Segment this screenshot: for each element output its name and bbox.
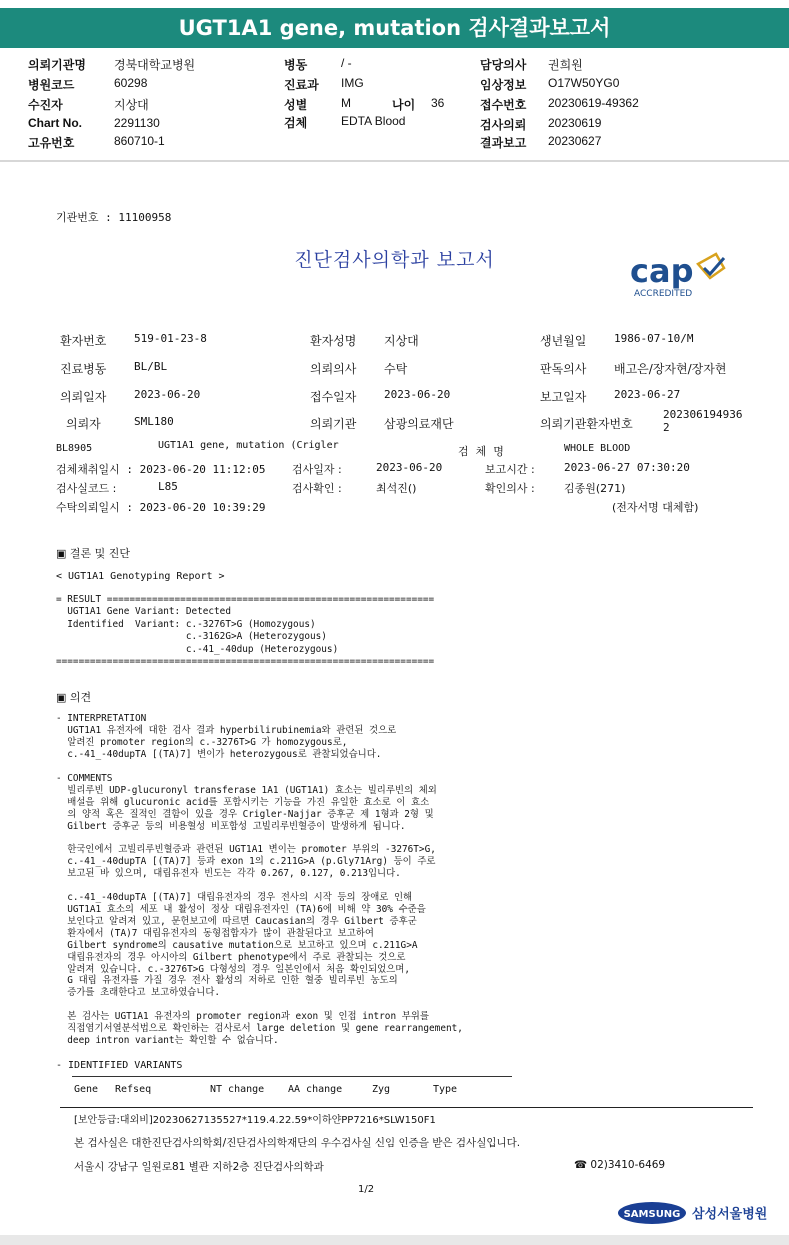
val-specimen-name: WHOLE BLOOD (564, 443, 631, 454)
val-recv-date: 2023-06-20 (384, 388, 451, 401)
lbl-recv-date: 접수일자 (310, 390, 357, 404)
label-doctor: 담당의사 (480, 58, 527, 72)
value-doctor: 권희원 (548, 58, 583, 72)
address-text: 서울시 강남구 일원로81 별관 지하2층 진단검사의학과 (74, 1161, 324, 1173)
col-nt-change: NT change (210, 1084, 265, 1095)
label-specimen: 검체 (284, 116, 308, 130)
identified-variants-title: - IDENTIFIED VARIANTS (56, 1060, 183, 1071)
col-type: Type (433, 1084, 458, 1095)
label-requester: 의뢰기관명 (28, 58, 86, 72)
label-request-date: 검사의뢰 (480, 118, 527, 132)
lbl-confirm-doctor: 확인의사 : (485, 482, 535, 495)
value-dept: IMG (341, 76, 364, 90)
val-report-time: 2023-06-27 07:30:20 (564, 461, 690, 474)
lbl-ward: 진료병동 (60, 362, 107, 376)
value-unique: 860710-1 (114, 134, 165, 148)
value-request-date: 20230619 (548, 116, 602, 130)
col-aa-change: AA change (288, 1084, 343, 1095)
value-result-date: 20230627 (548, 134, 602, 148)
security-line: [보안등급:대외비]20230627135527*119.4.22.59*이하얀PP7216*SLW150F1 (74, 1115, 436, 1126)
val-exam-date: 2023-06-20 (376, 461, 443, 474)
exam-name: UGT1A1 gene, mutation (Crigler (158, 440, 339, 451)
val-inst-patient-no-2: 2 (663, 421, 670, 434)
label-unique: 고유번호 (28, 136, 75, 150)
lbl-room: 검사실코드 : (56, 482, 117, 495)
lbl-patient-name: 환자성명 (310, 334, 357, 348)
lbl-birth: 생년월일 (540, 334, 587, 348)
lbl-confirm: 검사확인 : (292, 482, 342, 495)
label-clinical: 임상정보 (480, 78, 527, 92)
lbl-inst-patient-no: 의뢰기관환자번호 (540, 417, 633, 431)
label-sex: 성별 (284, 98, 308, 112)
val-confirm-doctor: 김종원(271) (564, 482, 626, 495)
value-receipt: 20230619-49362 (548, 96, 639, 110)
value-ward: / - (341, 56, 352, 70)
received-time: 수탁의뢰일시 : 2023-06-20 10:39:29 (56, 501, 266, 514)
certification-text: 본 검사실은 대한진단검사의학회/진단검사의학재단의 우수검사실 신임 인증을 받은 검사실입니다. (74, 1137, 521, 1149)
val-req-doctor: 수탁 (384, 362, 408, 376)
section-opinion: ▣ 의견 (56, 691, 92, 704)
label-hospital-code: 병원코드 (28, 78, 75, 92)
val-req-date: 2023-06-20 (134, 388, 201, 401)
cap-accredited-text: ACCREDITED (634, 289, 693, 299)
value-age: 36 (431, 96, 445, 110)
value-sex: M (341, 96, 351, 110)
col-refseq: Refseq (115, 1084, 152, 1095)
interpretation-block: - INTERPRETATION UGT1A1 유전자에 대한 검사 결과 hyperbilirubinemia와 관련된 것으로 알려진 promoter region의 c.-3276T>G 가 homozygous로, c.-41_-40dupTA [(TA)7] 변이가 heterozygous로 관찰되었습니다. (56, 713, 397, 760)
label-receipt: 접수번호 (480, 98, 527, 112)
val-room: L85 (158, 480, 178, 493)
label-age: 나이 (392, 98, 416, 112)
val-inst-patient-no: 202306194936 (663, 408, 743, 421)
lbl-requester: 의뢰자 (66, 417, 101, 431)
val-requester: SML180 (134, 415, 174, 428)
genotype-report-title: < UGT1A1 Genotyping Report > (56, 571, 225, 582)
section-conclusion: ▣ 결론 및 진단 (56, 547, 131, 560)
report-title: UGT1A1 gene, mutation 검사결과보고서 (178, 16, 611, 40)
val-ward: BL/BL (134, 360, 168, 373)
col-gene: Gene (74, 1084, 99, 1095)
lbl-report-time: 보고시간 : (485, 463, 535, 476)
lbl-reader: 판독의사 (540, 362, 587, 376)
value-hospital-code: 60298 (114, 76, 148, 90)
samsung-hospital-logo (618, 1200, 768, 1226)
page-number: 1/2 (358, 1184, 375, 1195)
footer-band (0, 1235, 789, 1245)
label-chart: Chart No. (28, 116, 82, 130)
lbl-req-doctor: 의뢰의사 (310, 362, 357, 376)
phone-text: ☎ 02)3410-6469 (574, 1159, 666, 1171)
lbl-patient-no: 환자번호 (60, 334, 107, 348)
label-ward: 병동 (284, 58, 308, 72)
cap-logo-text: cap (630, 252, 694, 290)
val-birth: 1986-07-10/M (614, 332, 694, 345)
institution-number: 기관번호 : 11100958 (56, 211, 172, 224)
result-block: = RESULT ========================================================== UGT1A1 Gene Variant: Detected Identified Variant: c.-3276T>G (Homozygous) c.-3162G>A (Heterozygous) c.-41_-40dup (Heterozygous) =================================================================== (56, 594, 435, 668)
label-result-date: 결과보고 (480, 136, 527, 150)
value-chart: 2291130 (114, 116, 160, 130)
val-confirm: 최석진() (376, 482, 417, 495)
value-patient: 지상대 (114, 98, 149, 112)
val-patient-no: 519-01-23-8 (134, 332, 207, 345)
label-dept: 진료과 (284, 78, 319, 92)
lbl-req-date: 의뢰일자 (60, 390, 107, 404)
hospital-logo-text: 삼성서울병원 (692, 1207, 768, 1222)
footer-rule (60, 1107, 753, 1108)
cap-accredited-logo (628, 252, 738, 300)
collect-time: 검체채취일시 : 2023-06-20 11:12:05 (56, 463, 266, 476)
esign-note: (전자서명 대체함) (612, 501, 699, 514)
exam-code: BL8905 (56, 443, 93, 454)
col-zyg: Zyg (372, 1084, 391, 1095)
samsung-logo-text: SAMSUNG (623, 1209, 681, 1220)
value-clinical: O17W50YG0 (548, 76, 620, 90)
value-requester: 경북대학교병원 (114, 58, 196, 72)
val-rep-date: 2023-06-27 (614, 388, 681, 401)
val-req-inst: 삼광의료재단 (384, 417, 454, 431)
lbl-req-inst: 의뢰기관 (310, 417, 357, 431)
label-patient: 수진자 (28, 98, 63, 112)
val-patient-name: 지상대 (384, 334, 419, 348)
val-reader: 배고은/장자현/장자현 (614, 362, 727, 376)
value-specimen: EDTA Blood (341, 114, 406, 128)
variants-top-rule (72, 1076, 512, 1077)
lbl-rep-date: 보고일자 (540, 390, 587, 404)
lbl-exam-date: 검사일자 : (292, 463, 342, 476)
lbl-specimen-name: 검 체 명 (458, 445, 504, 458)
report-doc-title: 진단검사의학과 보고서 (294, 249, 495, 271)
comments-block: - COMMENTS 빌리루빈 UDP-glucuronyl transferase 1A1 (UGT1A1) 효소는 빌리루빈의 체외 배설을 위해 glucuronic acid를 포합시키는 기능을 가진 유일한 효소로 이 효소 의 양적 혹은 질적인 결함이 있을 경우 Crigler-Najjar 증후군 제 1형과 2형 및 Gilbert 증후군 등의 비용혈성 비포합성 고빌리루빈혈증이 발생하게 됩니다. 한국인에서 고빌리루빈혈증과 관련된 UGT1A1 변이는 promoter 부위의 -3276T>G, c.-41_-40dupTA [(TA)7] 등과 exon 1의 c.211G>A (p.Gly71Arg) 등이 주로 보고된 바 있으며, 대립유전자 빈도는 각각 0.267, 0.127, 0.213입니다. c.-41_-40dupTA [(TA)7] 대립유전자의 경우 전사의 시작 등의 장애로 인해 UGT1A1 효소의 세포 내 활성이 정상 대립유전자인 (TA)6에 비해 약 30% 수준을 보인다고 알려져 있고, 문헌보고에 따르면 Caucasian의 경우 Gilbert 증후군 환자에서 (TA)7 대립유전자의 동형접합자가 많이 관찰된다고 보고하여 Gilbert syndrome의 causative mutation으로 보고하고 있으며 c.211G>A 대립유전자의 경우 아시아의 Gilbert phenotype에서 주로 관찰되는 것으로 알려져 있습니다. c.-3276T>G 다형성의 경우 일본인에서 처음 확인되었으며, G 대립 유전자를 가질 경우 전사 활성의 저하로 인한 혈중 빌리루빈 농도의 증가를 초래한다고 보고하였습니다. 본 검사는 UGT1A1 유전자의 promoter region과 exon 및 인접 intron 부위를 직접염기서열분석법으로 확인하는 검사로서 large deletion 및 gene rearrangement, deep intron variant는 확인할 수 없습니다. (56, 773, 463, 1046)
